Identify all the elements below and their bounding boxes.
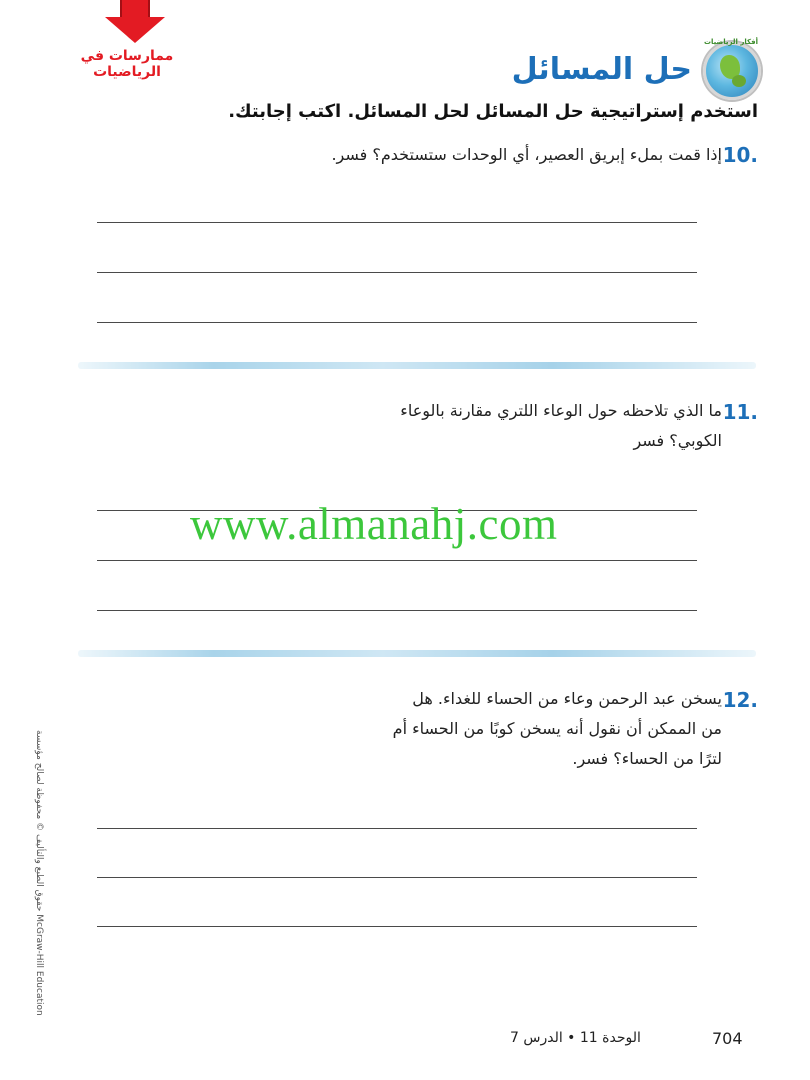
question-number: 10.: [722, 143, 758, 167]
answer-line[interactable]: [97, 926, 697, 927]
answer-line[interactable]: [97, 322, 697, 323]
down-arrow-icon: [120, 0, 150, 18]
section-divider: [78, 362, 756, 369]
copyright-credit: حقوق الطبع والتأليف © محفوظة لصالح مؤسسة McGraw-Hill Education: [34, 730, 44, 1016]
page-number: 704: [712, 1029, 743, 1048]
section-title: حل المسائل: [511, 52, 692, 87]
answer-line[interactable]: [97, 828, 697, 829]
globe-icon: [703, 42, 761, 100]
answer-line[interactable]: [97, 222, 697, 223]
globe-land-shape: [732, 75, 746, 87]
watermark-text: www.almanahj.com: [190, 499, 558, 549]
question-text: ما الذي تلاحظه حول الوعاء اللتري مقارنة بالوعاء الكوبي؟ فسر: [400, 401, 722, 450]
question-number: 12.: [722, 688, 758, 712]
answer-line[interactable]: [97, 272, 697, 273]
answer-line[interactable]: [97, 560, 697, 561]
question-number: 11.: [722, 400, 758, 424]
answer-line[interactable]: [97, 610, 697, 611]
question-text: إذا قمت بملء إبريق العصير، أي الوحدات ستستخدم؟ فسر.: [331, 145, 722, 164]
answer-line[interactable]: [97, 877, 697, 878]
footer-lesson-label: الوحدة 11 • الدرس 7: [510, 1030, 641, 1046]
math-practice-badge: ممارسات في الرياضيات: [80, 48, 174, 80]
down-arrow-head-icon: [105, 17, 165, 43]
globe-label: أفكار الرياضيات: [703, 38, 759, 46]
section-divider: [78, 650, 756, 657]
question-text: يسخن عبد الرحمن وعاء من الحساء للغداء. هل من الممكن أن نقول أنه يسخن كوبًا من الحساء أم لترًا من الحساء؟ فسر.: [392, 689, 722, 768]
instruction-text: استخدم إستراتيجية حل المسائل لحل المسائل. اكتب إجابتك.: [228, 101, 758, 122]
